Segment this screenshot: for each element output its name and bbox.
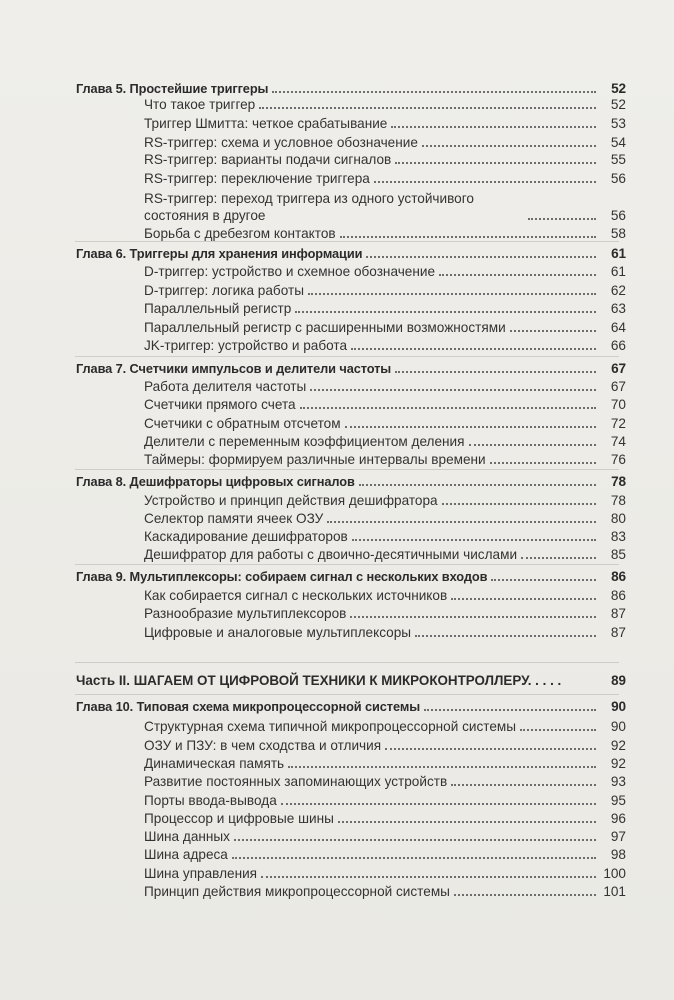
toc-entry <box>144 319 626 336</box>
toc-entry <box>144 510 626 527</box>
dot-leader <box>395 371 596 373</box>
toc-entry-title: Счетчики с обратным отсчетом <box>144 416 341 431</box>
dot-leader <box>281 803 596 805</box>
chapter-heading-title: Глава 10. Типовая схема микропроцессорной системы <box>76 699 421 714</box>
toc-entry <box>144 810 626 827</box>
toc-entry-page-number: 52 <box>610 97 626 112</box>
toc-entry <box>144 415 626 432</box>
toc-entry <box>144 546 626 563</box>
toc-entry-title: RS-триггер: переключение триггера <box>144 171 370 186</box>
toc-entry <box>144 188 626 224</box>
chapter-heading <box>76 568 626 585</box>
toc-entry-page-number: 70 <box>610 397 626 412</box>
dot-leader <box>520 729 596 731</box>
toc-entry <box>144 828 626 845</box>
toc-entry-title: Селектор памяти ячеек ОЗУ <box>144 511 324 526</box>
toc-entry-page-number: 80 <box>610 511 626 526</box>
dot-leader <box>259 107 596 109</box>
toc-entry-title: Принцип действия микропроцессорной системы <box>144 884 450 899</box>
toc-entry-page-number: 92 <box>610 738 626 753</box>
toc-entry <box>144 492 626 509</box>
dot-leader <box>510 330 596 332</box>
toc-entry-page-number: 64 <box>610 320 626 335</box>
toc-entry-page-number: 72 <box>610 416 626 431</box>
dot-leader <box>295 311 596 313</box>
toc-entry-page-number: 86 <box>610 588 626 603</box>
toc-entry <box>144 282 626 299</box>
toc-entry-title: Устройство и принцип действия дешифратора <box>144 493 438 508</box>
toc-entry-page-number: 55 <box>610 152 626 167</box>
toc-entry <box>144 115 626 132</box>
dot-leader <box>300 407 596 409</box>
dot-leader <box>374 181 596 183</box>
toc-entry <box>144 151 626 168</box>
dot-leader <box>521 557 596 559</box>
part-heading-title: Часть II. ШАГАЕМ ОТ ЦИФРОВОЙ ТЕХНИКИ К МИКРОКОНТРОЛЛЕРУ. . . . . <box>76 673 562 688</box>
toc-entry-title: Как собирается сигнал с нескольких источников <box>144 588 448 603</box>
toc-entry-title: RS-триггер: варианты подачи сигналов <box>144 152 392 167</box>
toc-entry <box>144 378 626 395</box>
toc-entry-page-number: 62 <box>610 283 626 298</box>
dot-leader <box>345 426 596 428</box>
toc-entry-page-number: 97 <box>610 829 626 844</box>
toc-entry <box>144 624 626 641</box>
toc-entry-page-number: 101 <box>603 884 626 899</box>
dot-leader <box>359 484 596 486</box>
toc-entry <box>144 396 626 413</box>
dot-leader <box>351 348 596 350</box>
dot-leader <box>234 839 596 841</box>
toc-entry-page-number: 95 <box>610 793 626 808</box>
toc-entry-title: Что такое триггер <box>144 97 256 112</box>
toc-entry <box>144 96 626 113</box>
dot-leader <box>352 539 596 541</box>
chapter-heading-page-number: 78 <box>611 474 626 489</box>
chapter-heading-title: Глава 7. Счетчики импульсов и делители частоты <box>76 361 392 376</box>
section-divider <box>75 356 619 357</box>
toc-entry-title: Динамическая память <box>144 756 285 771</box>
toc-entry-title: Процессор и цифровые шины <box>144 811 334 826</box>
toc-entry-title: Счетчики прямого счета <box>144 397 296 412</box>
toc-entry-page-number: 98 <box>610 847 626 862</box>
toc-entry-page-number: 83 <box>610 529 626 544</box>
toc-entry-page-number: 67 <box>610 379 626 394</box>
chapter-heading-title: Глава 5. Простейшие триггеры <box>76 81 269 96</box>
dot-leader <box>366 256 596 258</box>
toc-entry-page-number: 93 <box>610 774 626 789</box>
toc-entry-title: Шина адреса <box>144 847 228 862</box>
toc-entry-title: Дешифратор для работы с двоично-десятичными числами <box>144 547 518 562</box>
toc-entry-title: Работа делителя частоты <box>144 379 307 394</box>
toc-entry-page-number: 90 <box>610 719 626 734</box>
part-heading-page-number: 89 <box>611 673 626 688</box>
dot-leader <box>442 503 596 505</box>
toc-entry <box>144 605 626 622</box>
toc-entry-page-number: 58 <box>610 226 626 241</box>
part-heading <box>76 672 626 689</box>
toc-entry <box>144 792 626 809</box>
toc-entry <box>144 134 626 151</box>
toc-entry-title: D-триггер: устройство и схемное обозначение <box>144 264 436 279</box>
toc-entry <box>144 433 626 450</box>
toc-entry-title: Развитие постоянных запоминающих устройств <box>144 774 448 789</box>
dot-leader <box>528 218 596 220</box>
toc-entry-page-number: 100 <box>603 866 626 881</box>
chapter-heading-page-number: 52 <box>611 81 626 96</box>
dot-leader <box>454 894 596 896</box>
toc-entry-title: Порты ввода-вывода <box>144 793 277 808</box>
dot-leader <box>288 766 596 768</box>
dot-leader <box>261 876 596 878</box>
toc-entry <box>144 883 626 900</box>
toc-entry-page-number: 66 <box>610 338 626 353</box>
chapter-heading <box>76 360 626 377</box>
toc-entry-page-number: 76 <box>610 452 626 467</box>
toc-entry-page-number: 74 <box>610 434 626 449</box>
toc-entry-title: JK-триггер: устройство и работа <box>144 338 348 353</box>
chapter-heading-title: Глава 9. Мультиплексоры: собираем сигнал с нескольких входов <box>76 569 488 584</box>
dot-leader <box>327 521 596 523</box>
toc-entry <box>144 846 626 863</box>
dot-leader <box>490 462 596 464</box>
toc-entry <box>144 587 626 604</box>
toc-entry-title: Каскадирование дешифраторов <box>144 529 348 544</box>
dot-leader <box>232 857 596 859</box>
toc-entry-title: Структурная схема типичной микропроцессорной системы <box>144 719 517 734</box>
toc-entry <box>144 300 626 317</box>
toc-entry-title: Делители с переменным коэффициентом деления <box>144 434 465 449</box>
section-divider <box>75 694 619 695</box>
chapter-heading-title: Глава 8. Дешифраторы цифровых сигналов <box>76 474 355 489</box>
dot-leader <box>424 709 596 711</box>
chapter-heading <box>76 698 626 715</box>
toc-entry-page-number: 56 <box>610 171 626 186</box>
dot-leader <box>350 616 596 618</box>
toc-entry-title: RS-триггер: переход триггера из одного устойчивого состояния в другое <box>144 191 474 223</box>
dot-leader <box>310 389 596 391</box>
section-divider <box>75 662 619 663</box>
toc-entry <box>144 170 626 187</box>
toc-entry-page-number: 56 <box>610 208 626 223</box>
toc-entry-title: Параллельный регистр с расширенными возможностями <box>144 320 506 335</box>
toc-entry-title: Разнообразие мультиплексоров <box>144 606 347 621</box>
toc-entry <box>144 451 626 468</box>
toc-entry-title: Борьба с дребезгом контактов <box>144 226 336 241</box>
toc-entry-title: Параллельный регистр <box>144 301 292 316</box>
toc-entry-page-number: 92 <box>610 756 626 771</box>
dot-leader <box>422 145 596 147</box>
dot-leader <box>308 293 596 295</box>
chapter-heading <box>76 245 626 262</box>
toc-entry <box>144 225 626 242</box>
toc-entry <box>144 337 626 354</box>
chapter-heading-title: Глава 6. Триггеры для хранения информации <box>76 246 363 261</box>
section-divider <box>75 564 619 565</box>
dot-leader <box>272 91 596 93</box>
toc-entry-page-number: 96 <box>610 811 626 826</box>
dot-leader <box>451 598 596 600</box>
dot-leader <box>391 126 596 128</box>
section-divider <box>75 469 619 470</box>
toc-entry-title: Шина управления <box>144 866 258 881</box>
toc-entry-page-number: 61 <box>610 264 626 279</box>
toc-entry-page-number: 53 <box>610 116 626 131</box>
chapter-heading-page-number: 67 <box>611 361 626 376</box>
toc-entry-page-number: 63 <box>610 301 626 316</box>
toc-entry-title: ОЗУ и ПЗУ: в чем сходства и отличия <box>144 738 382 753</box>
dot-leader <box>469 444 596 446</box>
chapter-heading-page-number: 61 <box>611 246 626 261</box>
toc-entry <box>144 773 626 790</box>
dot-leader <box>451 784 596 786</box>
toc-entry-title: Цифровые и аналоговые мультиплексоры <box>144 625 412 640</box>
toc-entry-page-number: 85 <box>610 547 626 562</box>
dot-leader <box>338 821 596 823</box>
toc-entry <box>144 528 626 545</box>
chapter-heading <box>76 80 626 97</box>
dot-leader <box>385 748 596 750</box>
dot-leader <box>415 635 596 637</box>
dot-leader <box>340 236 596 238</box>
toc-entry-page-number: 87 <box>610 606 626 621</box>
section-divider <box>75 241 619 242</box>
chapter-heading-page-number: 90 <box>611 699 626 714</box>
dot-leader <box>439 274 596 276</box>
toc-entry-title: Шина данных <box>144 829 230 844</box>
toc-entry <box>144 718 626 735</box>
dot-leader <box>491 579 596 581</box>
toc-entry-title: Таймеры: формируем различные интервалы времени <box>144 452 486 467</box>
toc-entry <box>144 737 626 754</box>
chapter-heading <box>76 473 626 490</box>
toc-entry <box>144 263 626 280</box>
toc-entry-page-number: 54 <box>610 135 626 150</box>
toc-entry-title: Триггер Шмитта: четкое срабатывание <box>144 116 388 131</box>
toc-entry-title: RS-триггер: схема и условное обозначение <box>144 135 418 150</box>
toc-entry-title: D-триггер: логика работы <box>144 283 304 298</box>
toc-entry-page-number: 78 <box>610 493 626 508</box>
dot-leader <box>395 162 596 164</box>
toc-entry-page-number: 87 <box>610 625 626 640</box>
toc-entry <box>144 865 626 882</box>
toc-entry <box>144 755 626 772</box>
chapter-heading-page-number: 86 <box>611 569 626 584</box>
